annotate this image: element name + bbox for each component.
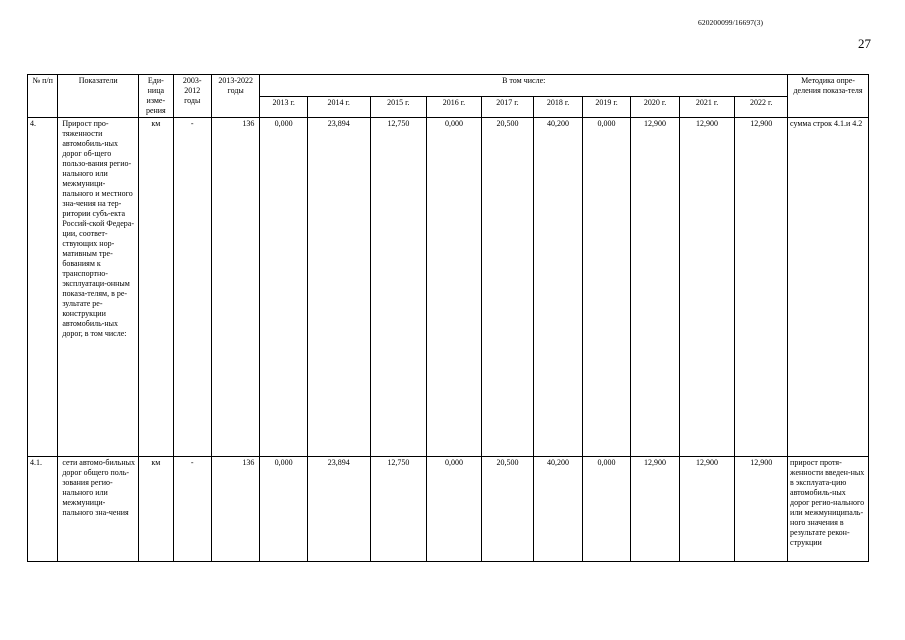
row-value: 12,750 — [370, 457, 427, 562]
row-period-2013-2022: 136 — [211, 118, 260, 457]
row-period-2003-2012: - — [173, 118, 211, 457]
row-value: 12,900 — [679, 457, 735, 562]
row-value: 23,894 — [307, 457, 370, 562]
row-value: 0,000 — [582, 457, 631, 562]
col-header-year: 2019 г. — [582, 96, 631, 118]
table-row — [28, 118, 869, 457]
row-methodology: прирост протя-женности введен-ных в эксплуата-цию автомобиль-ных дорог регио-нального или межмуниципаль-ного значения в результате рекон-струкции — [788, 457, 869, 562]
row-value: 12,900 — [631, 118, 680, 457]
row-value: 0,000 — [260, 457, 308, 562]
row-indicator: Прирост про-тяженности автомобиль-ных дорог об-щего пользо-вания регио-нального или межмуници-пального и местного зна-чения на тер-ритории субъ-екта Россий-ской Федера-ции, соответ-ствующих нор-мативным тре-бованиям к транспортно-эксплуатаци-онным показа-телям, в ре-зультате ре-конструкции автомобиль-ных дорог, в том числе: — [58, 118, 139, 457]
table-row — [28, 457, 869, 562]
row-unit: км — [139, 457, 173, 562]
row-value: 40,200 — [534, 457, 583, 562]
page-number: 27 — [858, 36, 871, 51]
header-row-1 — [28, 75, 869, 97]
row-unit: км — [139, 118, 173, 457]
col-header-year: 2013 г. — [260, 96, 308, 118]
col-header-num: № п/п — [28, 75, 58, 118]
col-header-year: 2021 г. — [679, 96, 735, 118]
col-header-year: 2017 г. — [481, 96, 534, 118]
row-value: 23,894 — [307, 118, 370, 457]
row-period-2013-2022: 136 — [211, 457, 260, 562]
row-value: 12,900 — [735, 118, 788, 457]
col-header-year: 2014 г. — [307, 96, 370, 118]
col-header-unit: Еди-ница изме-рения — [139, 75, 173, 118]
col-header-year: 2020 г. — [631, 96, 680, 118]
row-value: 12,750 — [370, 118, 427, 457]
col-header-methodology: Методика опре-деления показа-теля — [788, 75, 869, 118]
row-value: 20,500 — [481, 118, 534, 457]
row-value: 12,900 — [679, 118, 735, 457]
row-value: 0,000 — [260, 118, 308, 457]
col-header-year: 2022 г. — [735, 96, 788, 118]
row-period-2003-2012: - — [173, 457, 211, 562]
row-value: 0,000 — [582, 118, 631, 457]
col-header-including: В том числе: — [260, 75, 788, 97]
document-id: 620200099/16697(3) — [698, 18, 764, 27]
row-value: 12,900 — [631, 457, 680, 562]
col-header-period-2003-2012: 2003-2012 годы — [173, 75, 211, 118]
row-value: 40,200 — [534, 118, 583, 457]
row-num: 4.1. — [28, 457, 58, 562]
indicators-table — [27, 74, 869, 562]
col-header-indicator: Показатели — [58, 75, 139, 118]
row-methodology: сумма строк 4.1.и 4.2 — [788, 118, 869, 457]
col-header-period-2013-2022: 2013-2022 годы — [211, 75, 260, 118]
row-value: 12,900 — [735, 457, 788, 562]
row-value: 0,000 — [427, 457, 482, 562]
row-value: 0,000 — [427, 118, 482, 457]
col-header-year: 2016 г. — [427, 96, 482, 118]
row-indicator: сети автомо-бильных дорог общего поль-зования регио-нального или межмуници-пального зна-чения — [58, 457, 139, 562]
col-header-year: 2018 г. — [534, 96, 583, 118]
col-header-year: 2015 г. — [370, 96, 427, 118]
row-num: 4. — [28, 118, 58, 457]
row-value: 20,500 — [481, 457, 534, 562]
